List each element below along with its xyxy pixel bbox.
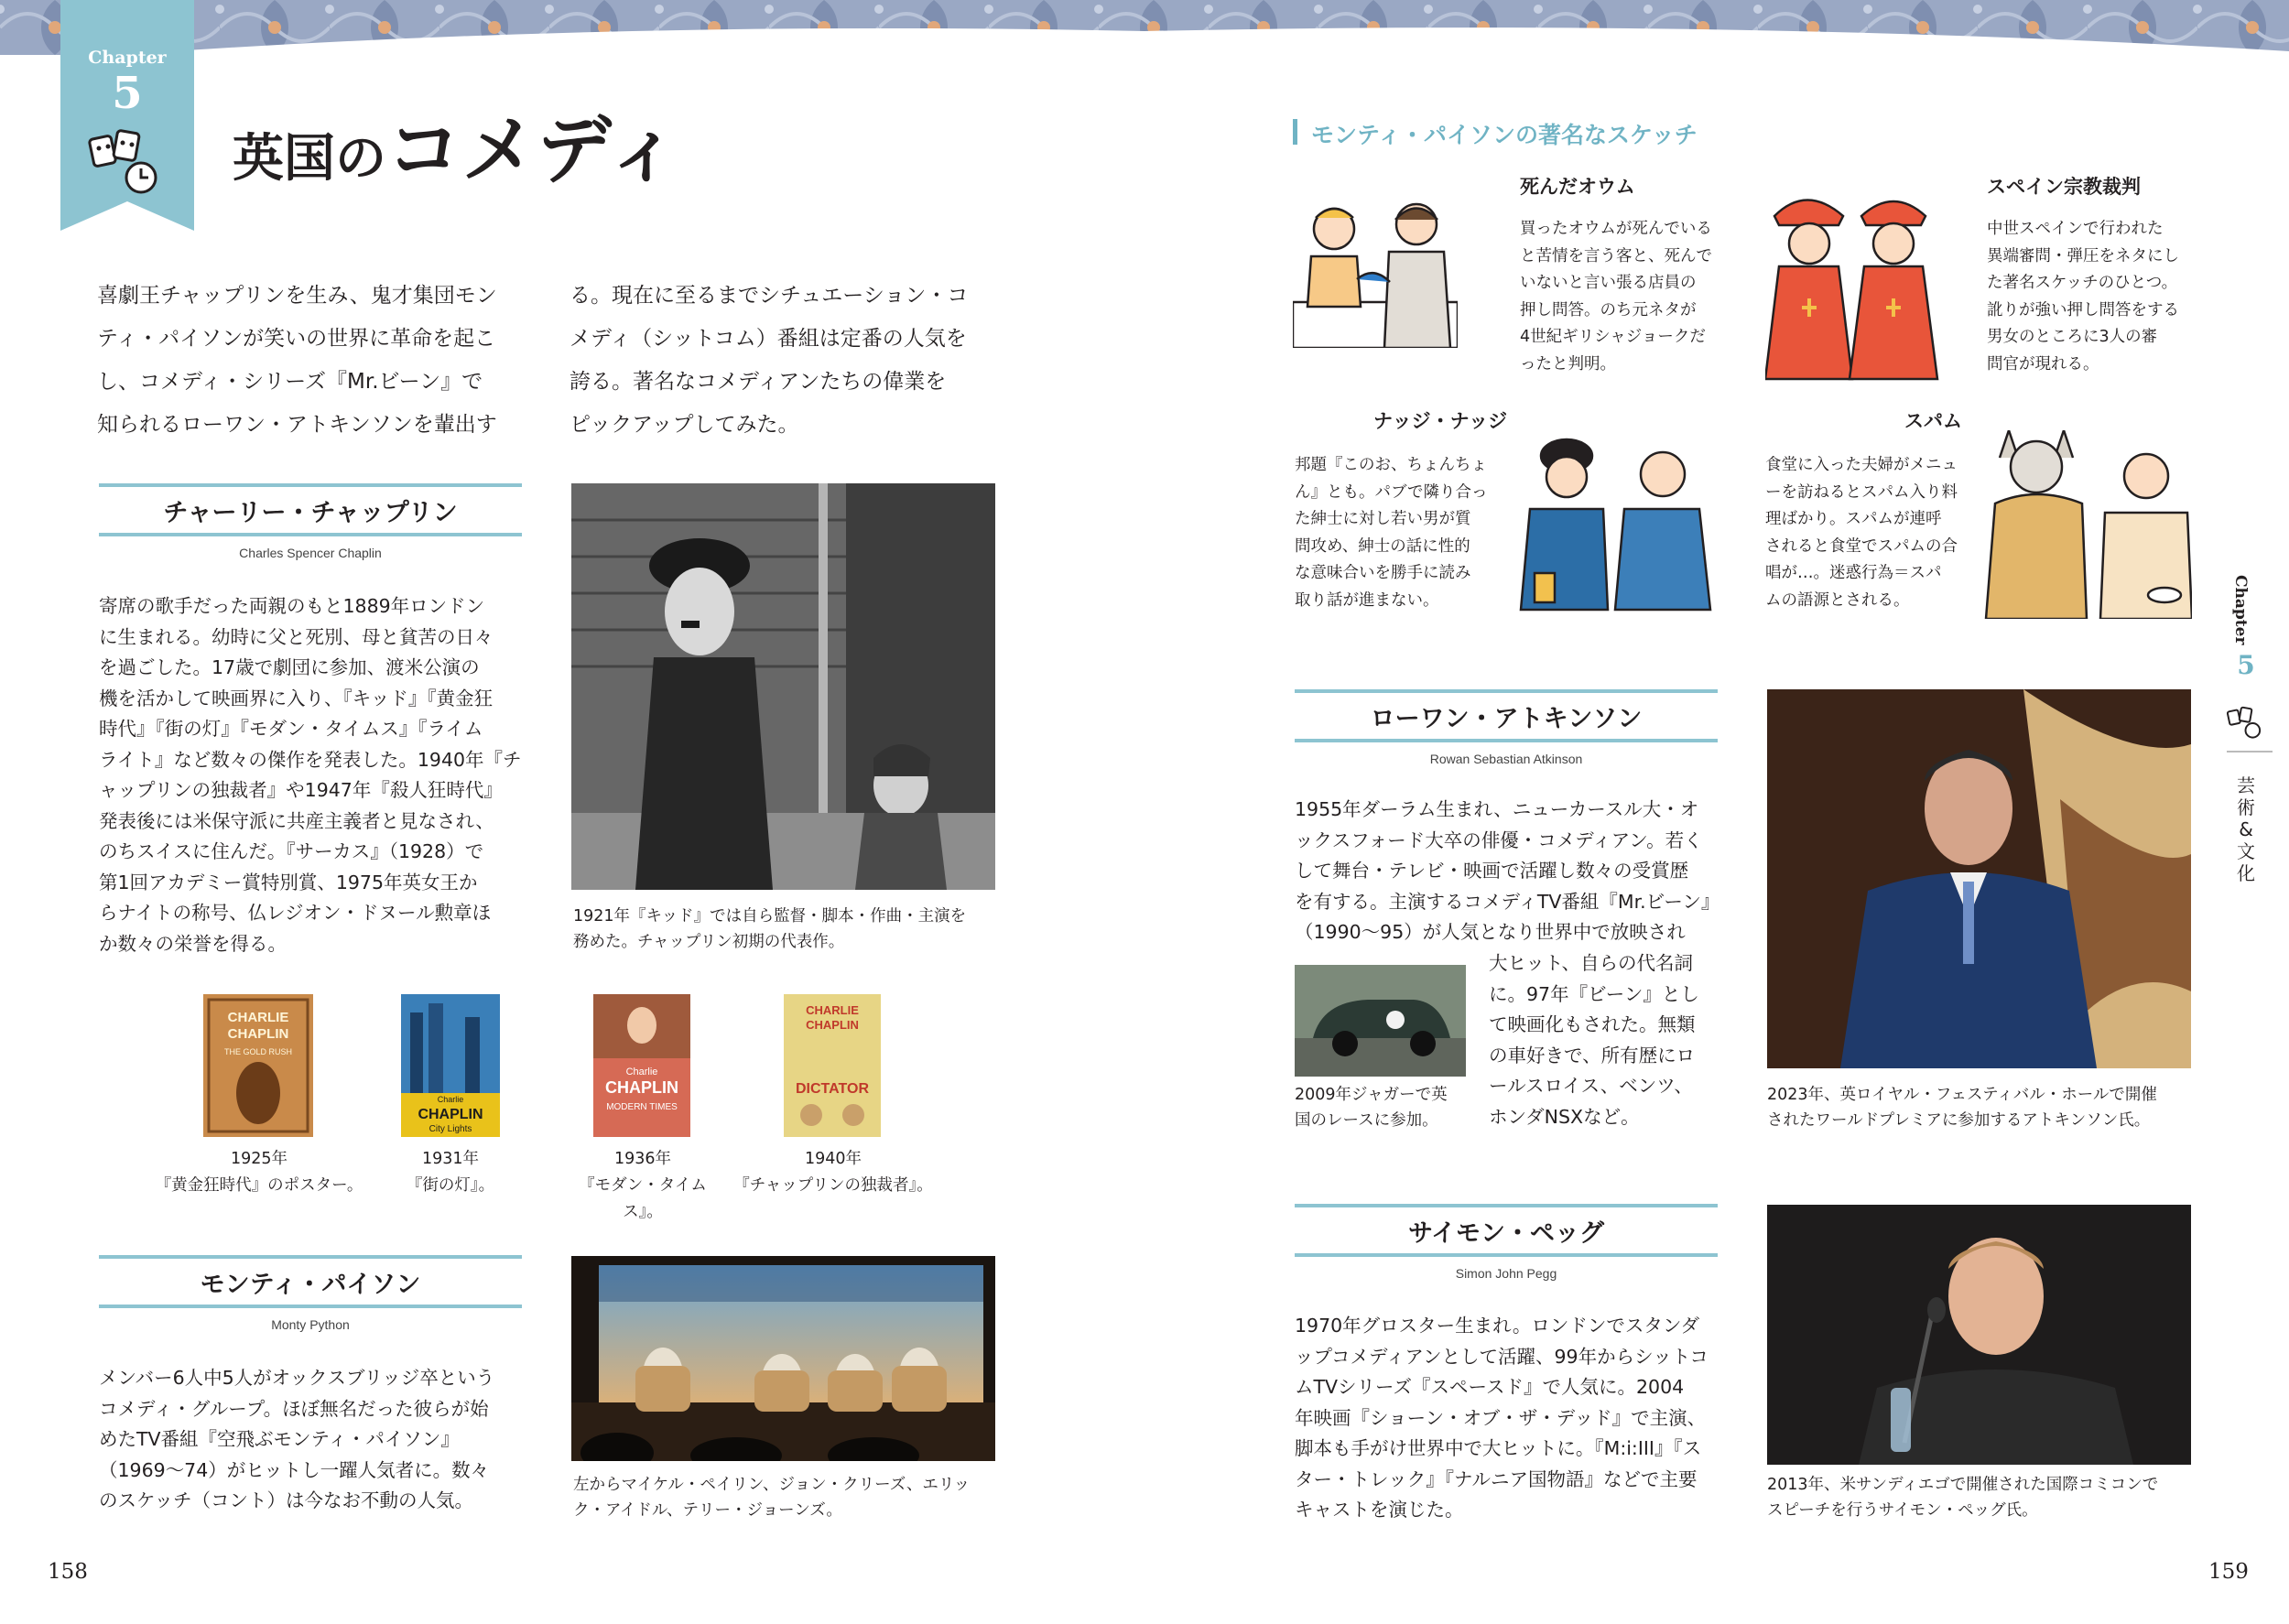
poster-line3: THE GOLD RUSH xyxy=(223,1047,293,1056)
side-divider xyxy=(2227,751,2273,752)
python-heading: モンティ・パイソン Monty Python xyxy=(99,1255,522,1347)
atkinson-bio: 1955年ダーラム生まれ、ニューカースル大・オ ックスフォード大卒の俳優・コメディアン。若く して舞台・テレビ・映画で活躍し数々の受賞歴 を有する。主演するコメディTV番組『Mr.ビーン』 （1990～95）が人気となり世界中で放映され xyxy=(1295,798,1720,943)
side-chapter-number: 5 xyxy=(2237,650,2255,680)
poster-line1: CHARLIE xyxy=(806,1003,859,1017)
poster-caption-1: 1925年 『黄金狂時代』のポスター。 xyxy=(155,1150,363,1195)
poster-line3: DICTATOR xyxy=(796,1081,869,1097)
atkinson-photo-caption: 2023年、英ロイヤル・フェスティバル・ホールで開催 されたワールドプレミアに参加するアトキンソン氏。 xyxy=(1767,1086,2157,1130)
intro-column-1: 喜劇王チャップリンを生み、鬼才集団モン ティ・パイソンが笑いの世界に革命を起こ し、コメディ・シリーズ『Mr.ビーン』で 知られるローワン・アトキンソンを輩出す xyxy=(97,284,497,437)
sketch-title-inquisition: スペイン宗教裁判 xyxy=(1987,176,2141,198)
sketch-text-inquisition: 中世スペインで行われた 異端審問・弾圧をネタにし た著名スケッチのひとつ。 訛りが強い押し問答をする 男女のところに3人の審 問官が現れる。 xyxy=(1987,220,2179,374)
pegg-photo-caption: 2013年、米サンディエゴで開催された国際コミコンで スピーチを行うサイモン・ペッグ氏。 xyxy=(1767,1476,2159,1520)
chapter-number: 5 xyxy=(112,68,143,119)
poster-line1: Charlie xyxy=(625,1066,658,1077)
page-curve xyxy=(0,0,2289,110)
chapter-label: Chapter xyxy=(88,48,167,68)
python-stage-photo xyxy=(571,1256,995,1461)
poster-line1: CHARLIE xyxy=(227,1010,289,1025)
poster-city-lights xyxy=(401,994,500,1137)
nudge-nudge-illustration xyxy=(1516,436,1718,619)
spam-illustration xyxy=(1981,430,2192,619)
atkinson-bio-continued: 大ヒット、自らの代名詞 に。97年『ビーン』とし て映画化もされた。無類 の車好きで、所有歴にロ ールスロイス、ベンツ、 ホンダNSXなど。 xyxy=(1489,952,1699,1128)
page-number-right: 159 xyxy=(2208,1560,2249,1584)
sketch-text-dead-parrot: 買ったオウムが死んでいる と苦情を言う客と、死んで いないと言い張る店員の 押し問答。のち元ネタが 4世紀ギリシャジョークだ ったと判明。 xyxy=(1520,220,1712,374)
sketch-title-dead-parrot: 死んだオウム xyxy=(1520,176,1635,198)
page-number-left: 158 xyxy=(48,1560,88,1584)
side-section-label: 芸 術 & 文 化 xyxy=(2237,774,2255,884)
intro-column-2: る。現在に至るまでシチュエーション・コ メディ（シットコム）番組は定番の人気を 誇る。著名なコメディアンたちの偉業を ピックアップしてみた。 xyxy=(570,284,969,437)
poster-caption-2: 1931年 『街の灯』。 xyxy=(406,1150,495,1195)
poster-dictator xyxy=(784,994,881,1137)
atkinson-photo xyxy=(1767,689,2191,1068)
poster-line2: CHAPLIN xyxy=(227,1026,289,1042)
poster-caption-4: 1940年 『チャップリンの独裁者』。 xyxy=(733,1150,933,1195)
jaguar-race-photo xyxy=(1295,965,1466,1077)
chaplin-bio: 寄席の歌手だった両親のもと1889年ロンドン に生まれる。幼時に父と死別、母と貧苦の日々 を過ごした。17歳で劇団に参加、渡米公演の 機を活かして映画界に入り、『キッド』『黄金狂 時代』『街の灯』『モダン・タイムス』『ライム ライト』など数々の傑作を発表した。1940年『チ ャップリンの独裁者』や1947年『殺人狂時代』 発表後には米保守派に共産主義者と見なされ、 のちスイスに住んだ。『サーカス』（1928）で 第1回アカデミー賞特別賞、1975年英女王か らナイトの称号、仏レジオン・ドヌール勲章ほ か数々の栄誉を得る。 xyxy=(99,595,522,955)
sketch-text-spam: 食堂に入った夫婦がメニュ ーを訪ねるとスパム入り料 理ばかり。スパムが連呼 されると食堂でスパムの合 唱が…。迷惑行為＝スパ ムの語源とされる。 xyxy=(1765,456,1958,610)
poster-line2: CHAPLIN xyxy=(605,1078,678,1097)
pegg-photo xyxy=(1767,1205,2191,1465)
dead-parrot-illustration xyxy=(1293,192,1458,348)
sketch-text-nudge: 邦題『このお、ちょんちょ ん』とも。パブで隣り合っ た紳士に対し若い男が質 問攻め、紳士の話に性的 な意味合いを勝手に読み 取り話が進まない。 xyxy=(1295,456,1488,610)
poster-line3: MODERN TIMES xyxy=(606,1102,678,1112)
page-title: 英国のコメディ xyxy=(233,107,681,194)
pegg-bio: 1970年グロスター生まれ。ロンドンでスタンダ ップコメディアンとして活躍、99年からシットコ ムTVシリーズ『スペースド』で人気に。2004 年映画『ショーン・オブ・ザ・デッド』で主演、 脚本も手がけ世界中で大ヒットに。『M:i:III』『ス ター・トレック』『ナルニア国物語』などで主要 キャストを演じた。 xyxy=(1295,1315,1709,1521)
jaguar-caption: 2009年ジャガーで英 国のレースに参加。 xyxy=(1295,1086,1448,1130)
poster-gold-rush xyxy=(203,994,313,1137)
theater-masks-icon xyxy=(88,128,167,198)
sketch-title-nudge: ナッジ・ナッジ xyxy=(1373,410,1508,432)
chaplin-heading: チャーリー・チャップリン Charles Spencer Chaplin xyxy=(99,483,522,575)
poster-caption-3: 1936年 『モダン・タイムス』。 xyxy=(579,1150,707,1221)
sketch-title-spam: スパム xyxy=(1904,410,1962,432)
chaplin-photo-caption: 1921年『キッド』では自ら監督・脚本・作曲・主演を 務めた。チャップリン初期の代表作。 xyxy=(573,907,967,951)
poster-line2: CHAPLIN xyxy=(418,1107,483,1122)
side-chapter-label: Chapter xyxy=(2231,575,2250,645)
spanish-inquisition-illustration xyxy=(1765,179,1939,381)
poster-line3: City Lights xyxy=(429,1124,472,1134)
side-theater-masks-icon xyxy=(2227,705,2265,742)
chaplin-kid-photo xyxy=(571,483,995,890)
pegg-heading: サイモン・ペッグ Simon John Pegg xyxy=(1295,1204,1718,1295)
sketches-heading: モンティ・パイソンの著名なスケッチ xyxy=(1293,117,1698,148)
poster-line1: Charlie xyxy=(437,1095,464,1104)
poster-line2: CHAPLIN xyxy=(806,1018,859,1032)
poster-modern-times xyxy=(593,994,690,1137)
python-bio: メンバー6人中5人がオックスブリッジ卒という コメディ・グループ。ほぼ無名だった彼らが始 めたTV番組『空飛ぶモンティ・パイソン』 （1969～74）がヒットし一躍人気者に。数々 のスケッチ（コント）は今なお不動の人気。 xyxy=(99,1367,495,1511)
atkinson-heading: ローワン・アトキンソン Rowan Sebastian Atkinson xyxy=(1295,689,1718,781)
python-photo-caption: 左からマイケル・ペイリン、ジョン・クリーズ、エリッ ク・アイドル、テリー・ジョーンズ。 xyxy=(573,1476,971,1520)
